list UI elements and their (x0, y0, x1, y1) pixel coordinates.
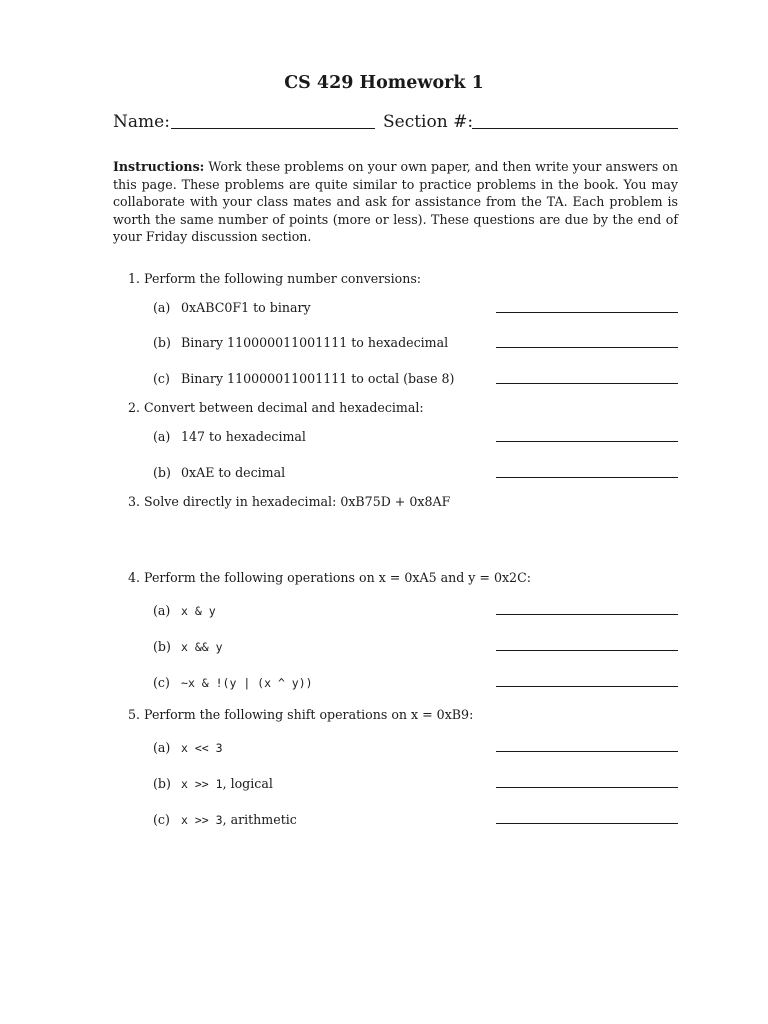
instructions-text: Work these problems on your own paper, and then write your answers on this page. These problems are quite similar to practice problems in the book. You may collaborate with your class mates and ask for assistance from the TA. Each problem is worth the same number of points (more or less). These questions are due by the end of your Friday discussion section. (113, 159, 678, 245)
name-label: Name: (113, 112, 170, 132)
question-number: 1. (128, 271, 141, 286)
part-code: x >> 1 (181, 777, 223, 791)
question-text: Perform the following number conversions: (144, 271, 422, 286)
question-5b (153, 776, 273, 791)
part-label: (c) (153, 812, 170, 827)
question-text: Solve directly in hexadecimal: 0xB75D + 0x8AF (144, 494, 451, 509)
answer-line-4a[interactable] (496, 614, 678, 615)
part-label: (a) (153, 429, 171, 444)
part-label: (b) (153, 639, 171, 654)
part-text: Binary 110000011001111 to hexadecimal (181, 335, 449, 350)
part-suffix: , arithmetic (222, 812, 297, 827)
question-2 (128, 400, 424, 415)
question-4 (128, 570, 531, 585)
question-text: Convert between decimal and hexadecimal: (144, 400, 424, 415)
part-label: (b) (153, 335, 171, 350)
answer-line-1b[interactable] (496, 347, 678, 348)
question-number: 4. (128, 570, 141, 585)
question-text: Perform the following shift operations on x = 0xB9: (144, 707, 474, 722)
answer-line-2b[interactable] (496, 477, 678, 478)
part-text: 0xABC0F1 to binary (181, 300, 311, 315)
part-code: x >> 3 (181, 813, 223, 827)
answer-line-4b[interactable] (496, 650, 678, 651)
part-label: (a) (153, 740, 171, 755)
question-4c (153, 675, 313, 690)
part-label: (a) (153, 603, 171, 618)
part-label: (a) (153, 300, 171, 315)
question-4b (153, 639, 223, 654)
question-1b (153, 335, 448, 350)
question-5c (153, 812, 297, 827)
part-label: (b) (153, 776, 171, 791)
question-5 (128, 707, 473, 722)
answer-line-5c[interactable] (496, 823, 678, 824)
name-field[interactable] (171, 128, 375, 129)
question-1a (153, 300, 311, 315)
instructions-lead: Instructions: (113, 159, 205, 174)
answer-line-5b[interactable] (496, 787, 678, 788)
question-1c (153, 371, 454, 386)
part-text: Binary 110000011001111 to octal (base 8) (181, 371, 455, 386)
question-3 (128, 494, 450, 509)
answer-line-4c[interactable] (496, 686, 678, 687)
question-5a (153, 740, 223, 755)
part-code: x & y (181, 604, 216, 618)
question-4a (153, 603, 216, 618)
part-text: 0xAE to decimal (181, 465, 286, 480)
section-field[interactable] (472, 128, 678, 129)
answer-line-2a[interactable] (496, 441, 678, 442)
part-code: x << 3 (181, 741, 223, 755)
answer-line-1c[interactable] (496, 383, 678, 384)
part-label: (c) (153, 371, 170, 386)
part-code: x && y (181, 640, 223, 654)
page-title: CS 429 Homework 1 (284, 73, 484, 93)
answer-line-1a[interactable] (496, 312, 678, 313)
question-number: 2. (128, 400, 141, 415)
part-code: ~x & !(y | (x ^ y)) (181, 676, 313, 690)
question-number: 3. (128, 494, 141, 509)
question-1 (128, 271, 421, 286)
instructions-paragraph (113, 158, 678, 246)
question-2a (153, 429, 306, 444)
answer-line-5a[interactable] (496, 751, 678, 752)
question-number: 5. (128, 707, 141, 722)
section-label: Section #: (383, 112, 474, 132)
question-text: Perform the following operations on x = 0xA5 and y = 0x2C: (144, 570, 531, 585)
part-text: 147 to hexadecimal (181, 429, 306, 444)
question-2b (153, 465, 285, 480)
part-suffix: , logical (222, 776, 273, 791)
part-label: (c) (153, 675, 170, 690)
part-label: (b) (153, 465, 171, 480)
